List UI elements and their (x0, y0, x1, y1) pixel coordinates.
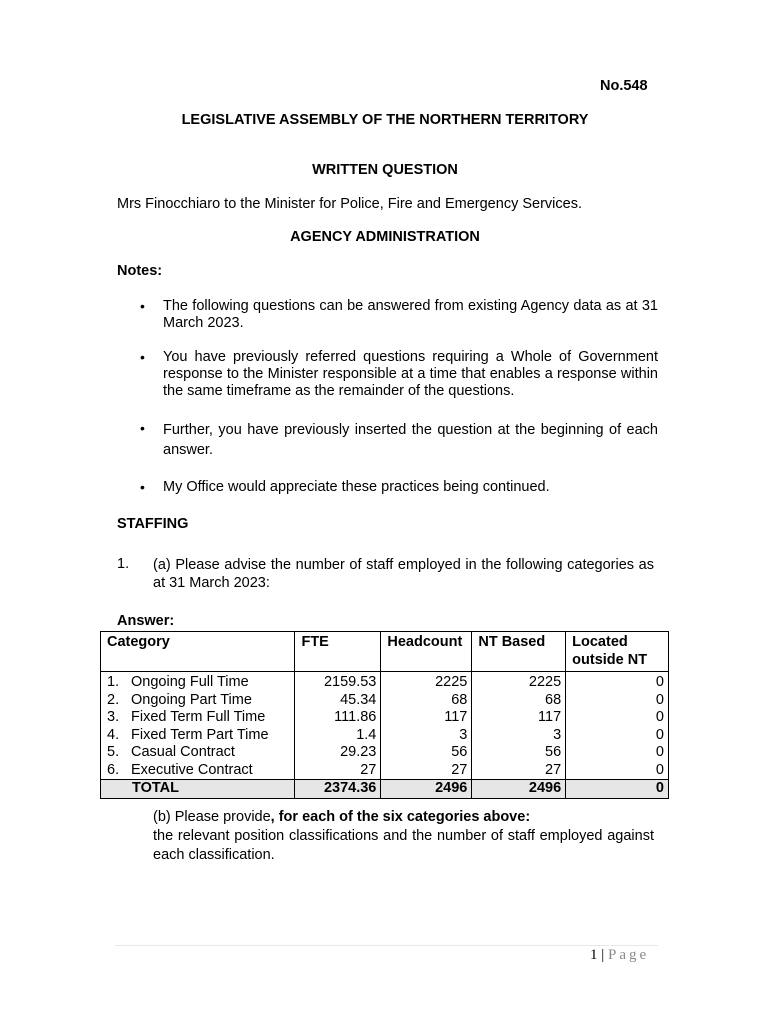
headcount-cell: 27 (381, 762, 472, 780)
fte-cell: 1.4 (295, 727, 381, 745)
outside-nt-cell: 0 (566, 744, 669, 762)
category-cell: 4. Fixed Term Part Time (101, 727, 295, 745)
page-footer (590, 947, 649, 964)
document-type: WRITTEN QUESTION (312, 162, 458, 178)
total-label: TOTAL (101, 780, 295, 799)
category-cell: 6. Executive Contract (101, 762, 295, 780)
section-heading: STAFFING (117, 516, 189, 532)
outside-nt-cell: 0 (566, 672, 669, 692)
fte-cell: 45.34 (295, 692, 381, 710)
header-nt-based: NT Based (472, 632, 566, 672)
question-1a-text: (a) Please advise the number of staff employed in the following categories as at 31 March 2023: (153, 557, 654, 591)
nt-based-cell: 27 (472, 762, 566, 780)
table-row (101, 744, 669, 762)
page-word: Page (608, 947, 650, 963)
subject-heading: AGENCY ADMINISTRATION (290, 229, 480, 245)
assembly-title: LEGISLATIVE ASSEMBLY OF THE NORTHERN TERRITORY (181, 112, 589, 128)
category-cell: 1. Ongoing Full Time (101, 672, 295, 692)
question-1-number: 1. (117, 556, 130, 572)
fte-cell: 2159.53 (295, 672, 381, 692)
bullet-icon: • (140, 349, 145, 365)
headcount-cell: 68 (381, 692, 472, 710)
header-outside-nt: Located outside NT (566, 632, 669, 672)
bullet-icon: • (140, 420, 145, 436)
addressed-line: Mrs Finocchiaro to the Minister for Police, Fire and Emergency Services. (117, 196, 582, 212)
category-cell: 2. Ongoing Part Time (101, 692, 295, 710)
staff-table (100, 631, 669, 799)
table-row (101, 672, 669, 692)
fte-cell: 29.23 (295, 744, 381, 762)
footer-divider (115, 945, 658, 946)
total-outside-nt: 0 (566, 780, 669, 799)
notes-heading: Notes: (117, 263, 163, 279)
table-total-row (101, 780, 669, 799)
outside-nt-cell: 0 (566, 709, 669, 727)
total-fte: 2374.36 (295, 780, 381, 799)
list-item: Further, you have previously inserted the question at the beginning of each answer. (163, 422, 658, 458)
nt-based-cell: 56 (472, 744, 566, 762)
total-headcount: 2496 (381, 780, 472, 799)
outside-nt-cell: 0 (566, 692, 669, 710)
headcount-cell: 56 (381, 744, 472, 762)
nt-based-cell: 3 (472, 727, 566, 745)
page-separator: | (601, 947, 605, 963)
headcount-cell: 2225 (381, 672, 472, 692)
table-row (101, 692, 669, 710)
outside-nt-cell: 0 (566, 762, 669, 780)
outside-nt-cell: 0 (566, 727, 669, 745)
nt-based-cell: 68 (472, 692, 566, 710)
headcount-cell: 117 (381, 709, 472, 727)
list-item: My Office would appreciate these practices being continued. (163, 479, 550, 495)
headcount-cell: 3 (381, 727, 472, 745)
question-1b-rest: the relevant position classifications and the number of staff employed against each classification. (153, 828, 654, 863)
header-category: Category (101, 632, 295, 672)
question-1b-first-line: (b) Please provide, for each of the six categories above: (153, 809, 531, 825)
question-1b-text (153, 808, 654, 865)
header-fte: FTE (295, 632, 381, 672)
nt-based-cell: 117 (472, 709, 566, 727)
total-nt-based: 2496 (472, 780, 566, 799)
nt-based-cell: 2225 (472, 672, 566, 692)
answer-label: Answer: (117, 613, 175, 629)
list-item: The following questions can be answered from existing Agency data as at 31 March 2023. (163, 298, 658, 331)
bullet-icon: • (140, 479, 145, 495)
page-number: 1 (590, 947, 598, 963)
category-cell: 5. Casual Contract (101, 744, 295, 762)
fte-cell: 111.86 (295, 709, 381, 727)
category-cell: 3. Fixed Term Full Time (101, 709, 295, 727)
table-header-row (101, 632, 669, 672)
question-number: No.548 (600, 78, 648, 94)
header-headcount: Headcount (381, 632, 472, 672)
fte-cell: 27 (295, 762, 381, 780)
list-item: You have previously referred questions requiring a Whole of Government response to the Minister responsible at a time that enables a response within the same timeframe as the remainder of the questions. (163, 349, 658, 399)
table-row (101, 762, 669, 780)
table-row (101, 709, 669, 727)
bullet-icon: • (140, 298, 145, 314)
table-row (101, 727, 669, 745)
